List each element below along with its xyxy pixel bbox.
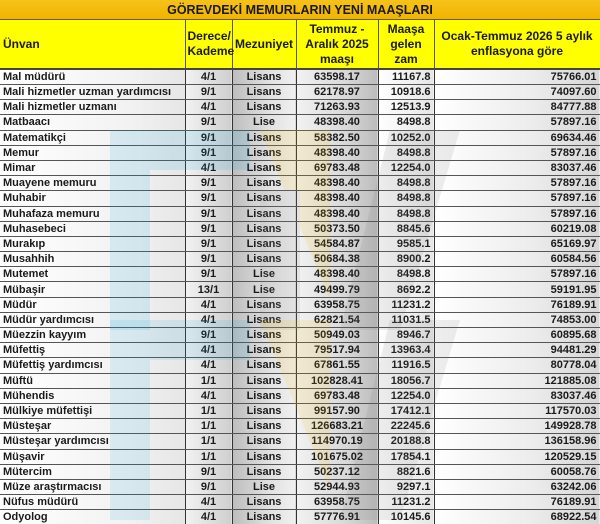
cell-zam: 8692.2 — [378, 282, 434, 297]
cell-zam: 17854.1 — [378, 449, 434, 464]
col-header-unvan: Ünvan — [0, 20, 185, 69]
cell-unvan: Müsteşar — [0, 419, 185, 434]
cell-tahmin-2026: 136158.96 — [434, 434, 600, 449]
cell-mezuniyet: Lisans — [232, 358, 296, 373]
cell-mezuniyet: Lisans — [232, 191, 296, 206]
table-row — [0, 221, 600, 236]
cell-mezuniyet: Lise — [232, 267, 296, 282]
table-row — [0, 343, 600, 358]
cell-zam: 13963.4 — [378, 343, 434, 358]
cell-zam: 8946.7 — [378, 328, 434, 343]
cell-zam: 10145.6 — [378, 510, 434, 524]
table-row — [0, 479, 600, 494]
cell-maas-2025: 48398.40 — [296, 176, 378, 191]
cell-zam: 8498.8 — [378, 191, 434, 206]
cell-maas-2025: 50684.38 — [296, 252, 378, 267]
cell-zam: 17412.1 — [378, 403, 434, 418]
cell-maas-2025: 50237.12 — [296, 464, 378, 479]
cell-zam: 12513.9 — [378, 100, 434, 115]
cell-unvan: Matbaacı — [0, 115, 185, 130]
cell-maas-2025: 69783.48 — [296, 160, 378, 175]
cell-tahmin-2026: 80778.04 — [434, 358, 600, 373]
cell-maas-2025: 48398.40 — [296, 267, 378, 282]
cell-tahmin-2026: 83037.46 — [434, 160, 600, 175]
cell-derece-kademe: 9/1 — [185, 236, 232, 251]
cell-mezuniyet: Lisans — [232, 297, 296, 312]
cell-derece-kademe: 9/1 — [185, 176, 232, 191]
cell-unvan: Müdür — [0, 297, 185, 312]
table-row — [0, 145, 600, 160]
cell-unvan: Müfettiş — [0, 343, 185, 358]
cell-derece-kademe: 4/1 — [185, 510, 232, 524]
cell-maas-2025: 50949.03 — [296, 328, 378, 343]
cell-mezuniyet: Lisans — [232, 510, 296, 524]
col-header-zam: Maaşa gelen zam — [378, 20, 434, 69]
cell-derece-kademe: 9/1 — [185, 85, 232, 100]
cell-derece-kademe: 4/1 — [185, 388, 232, 403]
cell-mezuniyet: Lisans — [232, 388, 296, 403]
cell-unvan: Nüfus müdürü — [0, 495, 185, 510]
table-row — [0, 252, 600, 267]
table-row — [0, 388, 600, 403]
cell-mezuniyet: Lisans — [232, 145, 296, 160]
cell-derece-kademe: 4/1 — [185, 160, 232, 175]
table-row — [0, 328, 600, 343]
cell-tahmin-2026: 63242.06 — [434, 479, 600, 494]
cell-maas-2025: 79517.94 — [296, 343, 378, 358]
cell-derece-kademe: 9/1 — [185, 252, 232, 267]
cell-mezuniyet: Lisans — [232, 449, 296, 464]
cell-unvan: Müsteşar yardımcısı — [0, 434, 185, 449]
cell-derece-kademe: 9/1 — [185, 115, 232, 130]
cell-unvan: Müşavir — [0, 449, 185, 464]
table-row — [0, 130, 600, 145]
salary-table — [0, 20, 600, 524]
cell-mezuniyet: Lisans — [232, 328, 296, 343]
cell-maas-2025: 71263.93 — [296, 100, 378, 115]
cell-tahmin-2026: 69634.46 — [434, 130, 600, 145]
cell-mezuniyet: Lise — [232, 479, 296, 494]
cell-derece-kademe: 9/1 — [185, 221, 232, 236]
cell-mezuniyet: Lisans — [232, 236, 296, 251]
col-header-mezuniyet: Mezuniyet — [232, 20, 296, 69]
table-row — [0, 160, 600, 175]
cell-zam: 11231.2 — [378, 495, 434, 510]
cell-mezuniyet: Lisans — [232, 403, 296, 418]
cell-derece-kademe: 9/1 — [185, 328, 232, 343]
cell-unvan: Muhabir — [0, 191, 185, 206]
cell-maas-2025: 101675.02 — [296, 449, 378, 464]
cell-mezuniyet: Lisans — [232, 100, 296, 115]
cell-tahmin-2026: 83037.46 — [434, 388, 600, 403]
table-row — [0, 419, 600, 434]
cell-unvan: Müdür yardımcısı — [0, 312, 185, 327]
cell-tahmin-2026: 59191.95 — [434, 282, 600, 297]
table-row — [0, 206, 600, 221]
cell-tahmin-2026: 57897.16 — [434, 176, 600, 191]
cell-derece-kademe: 9/1 — [185, 130, 232, 145]
cell-unvan: Memur — [0, 145, 185, 160]
cell-mezuniyet: Lisans — [232, 434, 296, 449]
cell-maas-2025: 50373.50 — [296, 221, 378, 236]
cell-zam: 8498.8 — [378, 267, 434, 282]
cell-derece-kademe: 4/1 — [185, 312, 232, 327]
cell-tahmin-2026: 60584.56 — [434, 252, 600, 267]
cell-tahmin-2026: 65169.97 — [434, 236, 600, 251]
cell-derece-kademe: 4/1 — [185, 358, 232, 373]
cell-unvan: Mühendis — [0, 388, 185, 403]
cell-unvan: Matematikçi — [0, 130, 185, 145]
cell-derece-kademe: 9/1 — [185, 267, 232, 282]
cell-unvan: Mütercim — [0, 464, 185, 479]
cell-zam: 8498.8 — [378, 206, 434, 221]
cell-derece-kademe: 4/1 — [185, 100, 232, 115]
cell-maas-2025: 57776.91 — [296, 510, 378, 524]
cell-derece-kademe: 1/1 — [185, 434, 232, 449]
header-row — [0, 20, 600, 69]
cell-zam: 12254.0 — [378, 388, 434, 403]
cell-unvan: Muayene memuru — [0, 176, 185, 191]
cell-unvan: Mali hizmetler uzman yardımcısı — [0, 85, 185, 100]
cell-derece-kademe: 4/1 — [185, 297, 232, 312]
cell-maas-2025: 62821.54 — [296, 312, 378, 327]
cell-derece-kademe: 13/1 — [185, 282, 232, 297]
cell-mezuniyet: Lisans — [232, 419, 296, 434]
cell-zam: 12254.0 — [378, 160, 434, 175]
cell-tahmin-2026: 60219.08 — [434, 221, 600, 236]
col-header-maas-2025: Temmuz - Aralık 2025 maaşı — [296, 20, 378, 69]
cell-mezuniyet: Lisans — [232, 464, 296, 479]
cell-zam: 8498.8 — [378, 176, 434, 191]
cell-mezuniyet: Lisans — [232, 160, 296, 175]
cell-derece-kademe: 9/1 — [185, 191, 232, 206]
table-row — [0, 267, 600, 282]
table-row — [0, 449, 600, 464]
table-body — [0, 69, 600, 524]
table-row — [0, 464, 600, 479]
table-row — [0, 282, 600, 297]
cell-tahmin-2026: 117570.03 — [434, 403, 600, 418]
cell-tahmin-2026: 60895.68 — [434, 328, 600, 343]
cell-zam: 11031.5 — [378, 312, 434, 327]
cell-mezuniyet: Lisans — [232, 343, 296, 358]
cell-zam: 8498.8 — [378, 145, 434, 160]
cell-mezuniyet: Lisans — [232, 206, 296, 221]
table-row — [0, 69, 600, 85]
cell-maas-2025: 48398.40 — [296, 206, 378, 221]
cell-maas-2025: 48398.40 — [296, 115, 378, 130]
cell-maas-2025: 48398.40 — [296, 145, 378, 160]
cell-zam: 11916.5 — [378, 358, 434, 373]
col-header-derece: Derece/ Kademe — [185, 20, 232, 69]
cell-unvan: Mimar — [0, 160, 185, 175]
table-row — [0, 100, 600, 115]
cell-unvan: Odyolog — [0, 510, 185, 524]
cell-mezuniyet: Lisans — [232, 130, 296, 145]
table-row — [0, 236, 600, 251]
cell-tahmin-2026: 149928.78 — [434, 419, 600, 434]
table-row — [0, 297, 600, 312]
table-title: GÖREVDEKİ MEMURLARIN YENİ MAAŞLARI — [0, 0, 600, 20]
cell-tahmin-2026: 57897.16 — [434, 267, 600, 282]
cell-maas-2025: 63958.75 — [296, 297, 378, 312]
cell-maas-2025: 126683.21 — [296, 419, 378, 434]
cell-maas-2025: 52944.93 — [296, 479, 378, 494]
cell-maas-2025: 99157.90 — [296, 403, 378, 418]
cell-maas-2025: 102828.41 — [296, 373, 378, 388]
cell-derece-kademe: 9/1 — [185, 479, 232, 494]
cell-unvan: Muhafaza memuru — [0, 206, 185, 221]
cell-maas-2025: 67861.55 — [296, 358, 378, 373]
cell-mezuniyet: Lisans — [232, 176, 296, 191]
cell-tahmin-2026: 74853.00 — [434, 312, 600, 327]
cell-unvan: Müze araştırmacısı — [0, 479, 185, 494]
cell-zam: 20188.8 — [378, 434, 434, 449]
cell-tahmin-2026: 74097.60 — [434, 85, 600, 100]
cell-tahmin-2026: 121885.08 — [434, 373, 600, 388]
cell-zam: 11167.8 — [378, 69, 434, 85]
cell-tahmin-2026: 68922.54 — [434, 510, 600, 524]
cell-mezuniyet: Lisans — [232, 85, 296, 100]
table-row — [0, 358, 600, 373]
table-row — [0, 115, 600, 130]
cell-tahmin-2026: 57897.16 — [434, 115, 600, 130]
cell-mezuniyet: Lise — [232, 282, 296, 297]
col-header-tahmin-2026: Ocak-Temmuz 2026 5 aylık enflasyona göre — [434, 20, 600, 69]
cell-tahmin-2026: 120529.15 — [434, 449, 600, 464]
cell-unvan: Mübaşir — [0, 282, 185, 297]
cell-unvan: Müfettiş yardımcısı — [0, 358, 185, 373]
table-row — [0, 403, 600, 418]
cell-derece-kademe: 4/1 — [185, 69, 232, 85]
cell-derece-kademe: 9/1 — [185, 145, 232, 160]
cell-tahmin-2026: 84777.88 — [434, 100, 600, 115]
cell-unvan: Muhasebeci — [0, 221, 185, 236]
cell-tahmin-2026: 57897.16 — [434, 145, 600, 160]
cell-unvan: Müezzin kayyım — [0, 328, 185, 343]
cell-unvan: Müftü — [0, 373, 185, 388]
cell-derece-kademe: 4/1 — [185, 343, 232, 358]
cell-unvan: Mutemet — [0, 267, 185, 282]
cell-derece-kademe: 4/1 — [185, 495, 232, 510]
cell-zam: 9585.1 — [378, 236, 434, 251]
cell-derece-kademe: 9/1 — [185, 206, 232, 221]
cell-unvan: Musahhih — [0, 252, 185, 267]
cell-maas-2025: 54584.87 — [296, 236, 378, 251]
cell-zam: 8821.6 — [378, 464, 434, 479]
table-row — [0, 495, 600, 510]
cell-zam: 8498.8 — [378, 115, 434, 130]
cell-zam: 9297.1 — [378, 479, 434, 494]
cell-tahmin-2026: 76189.91 — [434, 495, 600, 510]
cell-maas-2025: 58382.50 — [296, 130, 378, 145]
cell-unvan: Murakıp — [0, 236, 185, 251]
cell-maas-2025: 69783.48 — [296, 388, 378, 403]
table-row — [0, 312, 600, 327]
cell-maas-2025: 63958.75 — [296, 495, 378, 510]
table-row — [0, 85, 600, 100]
cell-maas-2025: 114970.19 — [296, 434, 378, 449]
cell-zam: 18056.7 — [378, 373, 434, 388]
table-row — [0, 191, 600, 206]
cell-tahmin-2026: 57897.16 — [434, 191, 600, 206]
cell-unvan: Mülkiye müfettişi — [0, 403, 185, 418]
cell-derece-kademe: 1/1 — [185, 403, 232, 418]
cell-tahmin-2026: 75766.01 — [434, 69, 600, 85]
table-row — [0, 176, 600, 191]
cell-mezuniyet: Lisans — [232, 312, 296, 327]
cell-derece-kademe: 1/1 — [185, 449, 232, 464]
table-row — [0, 373, 600, 388]
cell-maas-2025: 63598.17 — [296, 69, 378, 85]
cell-mezuniyet: Lisans — [232, 221, 296, 236]
cell-unvan: Mali hizmetler uzmanı — [0, 100, 185, 115]
cell-tahmin-2026: 76189.91 — [434, 297, 600, 312]
cell-tahmin-2026: 57897.16 — [434, 206, 600, 221]
cell-mezuniyet: Lise — [232, 115, 296, 130]
cell-tahmin-2026: 60058.76 — [434, 464, 600, 479]
cell-derece-kademe: 1/1 — [185, 373, 232, 388]
cell-unvan: Mal müdürü — [0, 69, 185, 85]
cell-mezuniyet: Lisans — [232, 252, 296, 267]
cell-derece-kademe: 1/1 — [185, 419, 232, 434]
cell-derece-kademe: 9/1 — [185, 464, 232, 479]
cell-maas-2025: 49499.79 — [296, 282, 378, 297]
cell-maas-2025: 62178.97 — [296, 85, 378, 100]
cell-zam: 10918.6 — [378, 85, 434, 100]
cell-maas-2025: 48398.40 — [296, 191, 378, 206]
table-row — [0, 510, 600, 524]
cell-mezuniyet: Lisans — [232, 495, 296, 510]
cell-zam: 11231.2 — [378, 297, 434, 312]
cell-zam: 10252.0 — [378, 130, 434, 145]
cell-tahmin-2026: 94481.29 — [434, 343, 600, 358]
cell-zam: 8900.2 — [378, 252, 434, 267]
cell-mezuniyet: Lisans — [232, 373, 296, 388]
table-row — [0, 434, 600, 449]
cell-zam: 22245.6 — [378, 419, 434, 434]
cell-zam: 8845.6 — [378, 221, 434, 236]
cell-mezuniyet: Lisans — [232, 69, 296, 85]
